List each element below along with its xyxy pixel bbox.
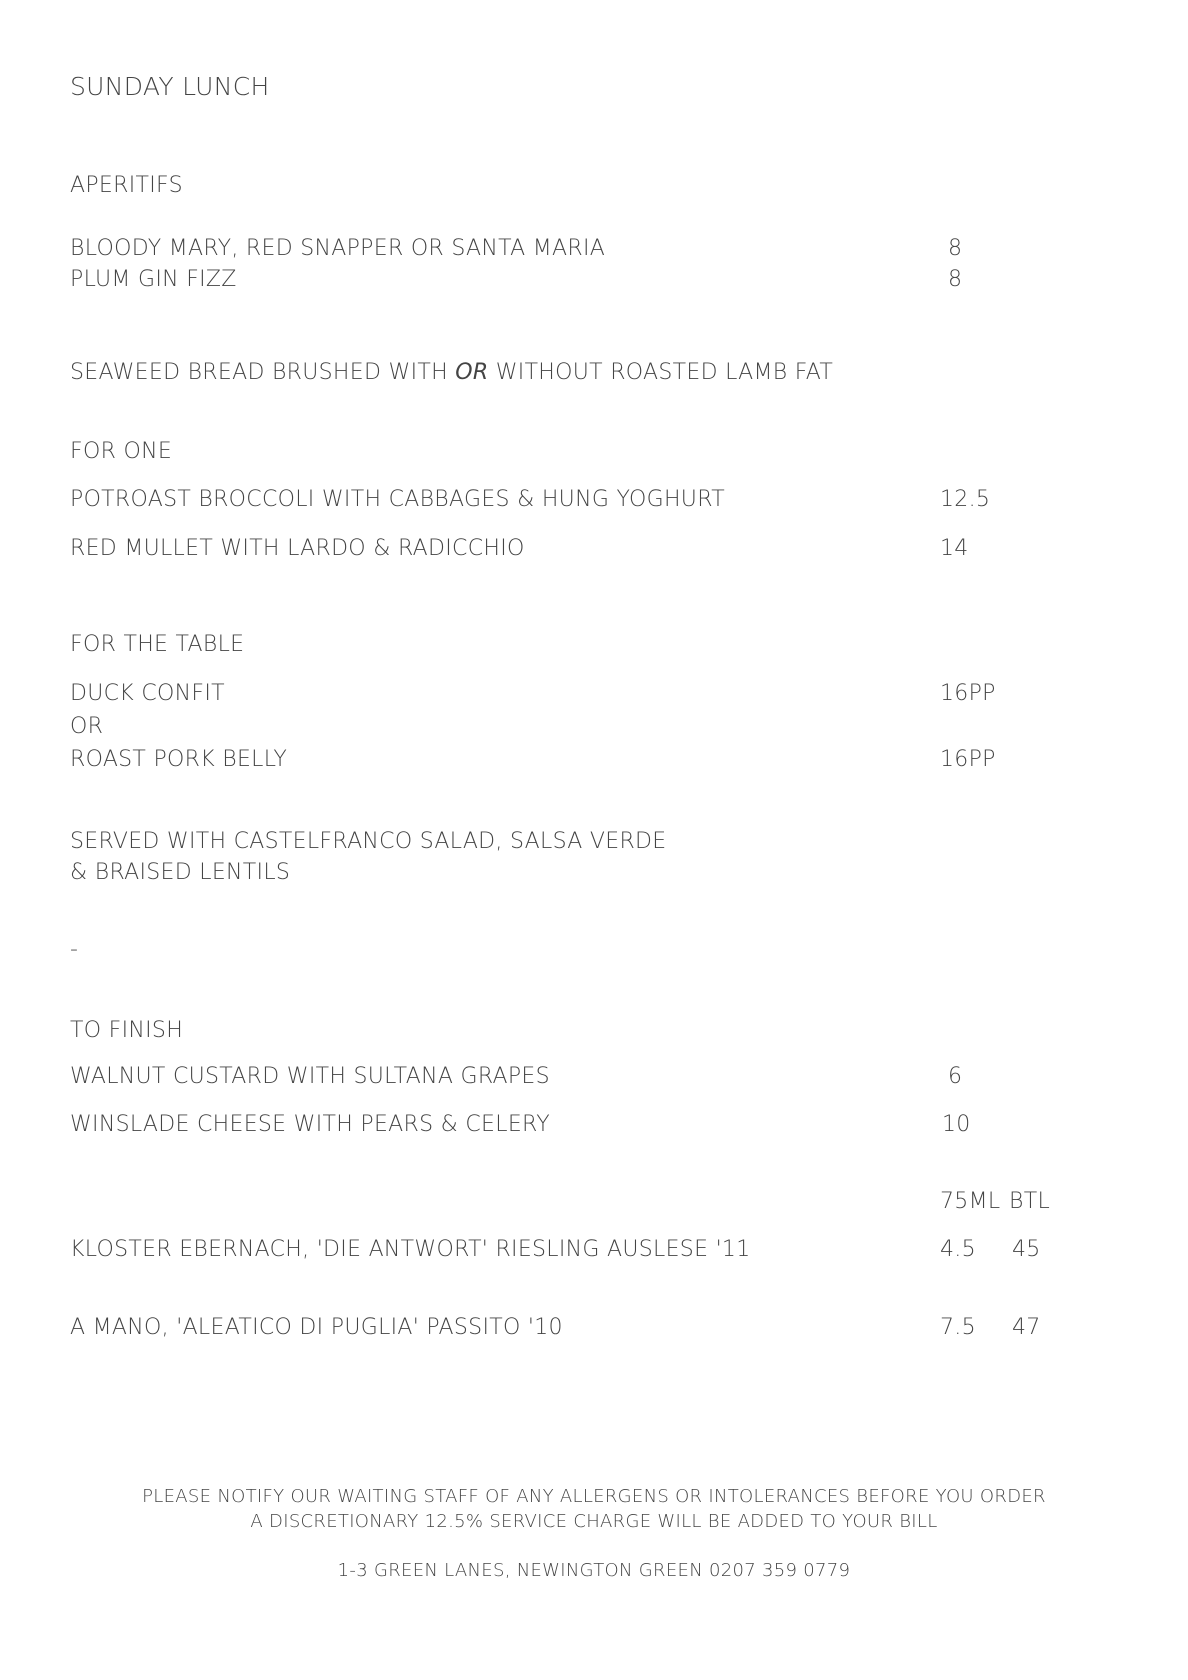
restaurant-address: 1-3 GREEN LANES, NEWINGTON GREEN 0207 359 0779 bbox=[337, 1560, 851, 1581]
bread-text-before: SEAWEED BREAD BRUSHED WITH bbox=[70, 360, 456, 385]
menu-item-name: POTROAST BROCCOLI WITH CABBAGES & HUNG YOGHURT bbox=[70, 487, 725, 512]
menu-item-name: WALNUT CUSTARD WITH SULTANA GRAPES bbox=[70, 1064, 550, 1089]
wine-glass-price: 7.5 bbox=[940, 1315, 976, 1340]
bread-text-after: WITHOUT ROASTED LAMB FAT bbox=[488, 360, 834, 385]
menu-item-price: 14 bbox=[940, 536, 969, 561]
section-heading-for-one: FOR ONE bbox=[70, 439, 173, 464]
menu-item-price: 12.5 bbox=[940, 487, 991, 512]
section-heading-to-finish: TO FINISH bbox=[70, 1018, 184, 1043]
page-title: SUNDAY LUNCH bbox=[70, 72, 270, 101]
wine-bottle-price: 47 bbox=[1012, 1315, 1041, 1340]
menu-item-price: 16PP bbox=[940, 747, 996, 772]
menu-item-name: WINSLADE CHEESE WITH PEARS & CELERY bbox=[70, 1112, 550, 1137]
menu-item-price: 16PP bbox=[940, 681, 996, 706]
allergen-notice: PLEASE NOTIFY OUR WAITING STAFF OF ANY ALLERGENS OR INTOLERANCES BEFORE YOU ORDER bbox=[142, 1486, 1046, 1507]
menu-item-name: ROAST PORK BELLY bbox=[70, 747, 288, 772]
menu-item-price: 8 bbox=[948, 267, 963, 292]
menu-item-name: BLOODY MARY, RED SNAPPER OR SANTA MARIA bbox=[70, 236, 606, 261]
menu-item-price: 8 bbox=[948, 236, 963, 261]
menu-item-price: 6 bbox=[948, 1064, 963, 1089]
served-with-line: & BRAISED LENTILS bbox=[70, 860, 291, 885]
section-heading-for-the-table: FOR THE TABLE bbox=[70, 632, 245, 657]
menu-item-name: RED MULLET WITH LARDO & RADICCHIO bbox=[70, 536, 525, 561]
menu-item-name: DUCK CONFIT bbox=[70, 681, 225, 706]
bread-line bbox=[70, 360, 833, 386]
section-heading-aperitifs: APERITIFS bbox=[70, 173, 183, 198]
or-label: OR bbox=[70, 714, 104, 739]
served-with-line: SERVED WITH CASTELFRANCO SALAD, SALSA VERDE bbox=[70, 829, 667, 854]
wine-bottle-price: 45 bbox=[1012, 1237, 1041, 1262]
column-header-btl: BTL bbox=[1009, 1189, 1051, 1214]
column-header-75ml: 75ML bbox=[940, 1189, 1001, 1214]
service-charge-notice: A DISCRETIONARY 12.5% SERVICE CHARGE WILL BE ADDED TO YOUR BILL bbox=[250, 1511, 938, 1532]
menu-item-price: 10 bbox=[942, 1112, 971, 1137]
wine-item-name: A MANO, 'ALEATICO DI PUGLIA' PASSITO '10 bbox=[70, 1315, 563, 1340]
wine-item-name: KLOSTER EBERNACH, 'DIE ANTWORT' RIESLING AUSLESE '11 bbox=[70, 1237, 751, 1262]
menu-item-name: PLUM GIN FIZZ bbox=[70, 267, 237, 292]
section-separator: - bbox=[70, 937, 79, 962]
wine-glass-price: 4.5 bbox=[940, 1237, 976, 1262]
bread-text-emphasis: OR bbox=[455, 360, 489, 385]
